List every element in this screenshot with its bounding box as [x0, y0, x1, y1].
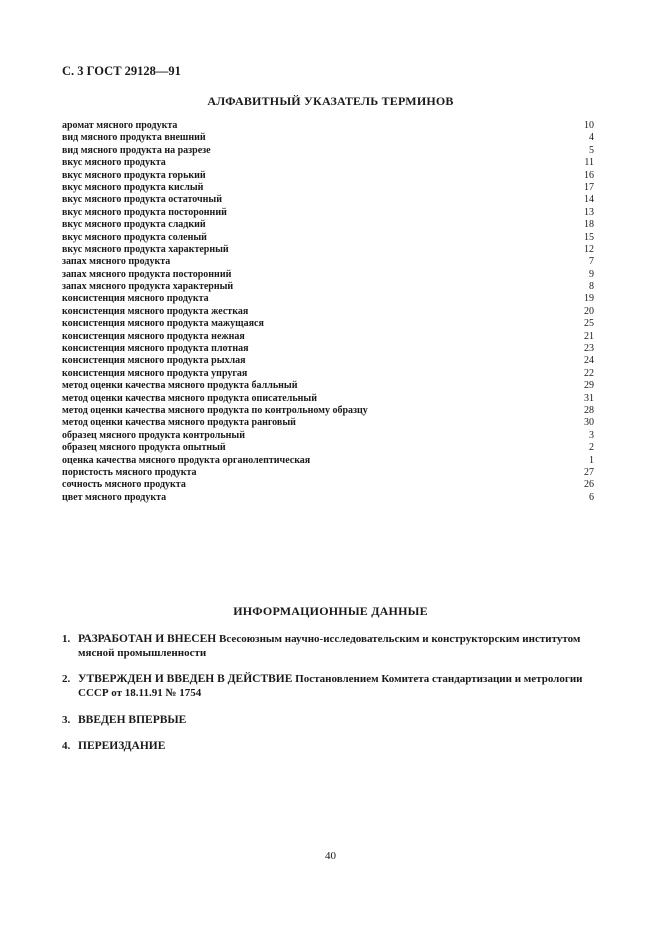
index-term: консистенция мясного продукта мажущаяся	[62, 318, 264, 330]
index-term: консистенция мясного продукта плотная	[62, 343, 249, 355]
index-number: 17	[584, 181, 594, 193]
index-term: запах мясного продукта	[62, 256, 171, 268]
info-item-lead: РАЗРАБОТАН И ВНЕСЕН	[78, 633, 217, 645]
info-item-number: 2.	[62, 673, 71, 685]
index-term: аромат мясного продукта	[62, 120, 178, 131]
index-number: 14	[584, 194, 594, 206]
index-entry	[62, 467, 594, 479]
index-entry	[62, 430, 594, 442]
index-entry	[62, 393, 594, 405]
index-number: 16	[584, 169, 594, 181]
info-item-text: Постановлением Комитета стандартизации и метрологии СССР от 18.11.91 № 1754	[78, 673, 583, 699]
index-entry	[62, 479, 594, 491]
index-entry	[62, 331, 594, 343]
index-number: 24	[584, 355, 594, 367]
index-number: 3	[589, 429, 594, 441]
index-entry	[62, 355, 594, 367]
index-number: 29	[584, 380, 594, 392]
index-number: 15	[584, 231, 594, 243]
index-entry	[62, 182, 594, 194]
index-entry	[62, 132, 594, 144]
index-term: вкус мясного продукта горький	[62, 169, 206, 181]
index-number: 7	[589, 256, 594, 268]
index-entry	[62, 269, 594, 281]
info-title: ИНФОРМАЦИОННЫЕ ДАННЫЕ	[233, 604, 428, 618]
index-entry	[62, 492, 594, 504]
index-term: метод оценки качества мясного продукта балльный	[62, 380, 298, 392]
index-term: консистенция мясного продукта упругая	[62, 367, 248, 379]
index-number: 6	[589, 491, 594, 503]
index-entry	[62, 281, 594, 293]
index-term: метод оценки качества мясного продукта по контрольному образцу	[62, 404, 368, 416]
index-entry	[62, 145, 594, 157]
index-entry	[62, 256, 594, 268]
index-term: образец мясного продукта опытный	[62, 442, 226, 454]
info-list	[62, 632, 607, 753]
index-number: 27	[584, 466, 594, 478]
index-term: цвет мясного продукта	[62, 491, 167, 503]
index-term: консистенция мясного продукта рыхлая	[62, 355, 246, 367]
index-term: вкус мясного продукта характерный	[62, 243, 229, 255]
index-term: консистенция мясного продукта нежная	[62, 330, 245, 342]
info-item	[62, 632, 607, 660]
index-number: 11	[584, 157, 594, 169]
index-entry	[62, 120, 594, 132]
index-entry	[62, 318, 594, 330]
info-item-number: 4.	[62, 740, 71, 752]
info-item	[62, 672, 607, 700]
index-term: вкус мясного продукта соленый	[62, 231, 207, 243]
index-entry	[62, 157, 594, 169]
index-number: 19	[584, 293, 594, 305]
index-term: вкус мясного продукта сладкий	[62, 219, 206, 231]
index-entry	[62, 219, 594, 231]
index-entry	[62, 343, 594, 355]
index-term: вид мясного продукта внешний	[62, 132, 206, 144]
index-number: 30	[584, 417, 594, 429]
index-term: запах мясного продукта характерный	[62, 281, 234, 293]
index-number: 28	[584, 404, 594, 416]
index-entry	[62, 306, 594, 318]
index-number: 26	[584, 479, 594, 491]
index-number: 12	[584, 243, 594, 255]
index-entry	[62, 417, 594, 429]
page-number: 40	[325, 850, 336, 862]
document-header: С. 3 ГОСТ 29128—91	[62, 64, 181, 78]
index-number: 25	[584, 318, 594, 330]
index-number: 4	[589, 132, 594, 144]
index-term: вид мясного продукта на разрезе	[62, 144, 211, 156]
index-number: 21	[584, 330, 594, 342]
index-entry	[62, 244, 594, 256]
index-term: вкус мясного продукта остаточный	[62, 194, 222, 206]
index-entry	[62, 194, 594, 206]
info-item-lead: ВВЕДЕН ВПЕРВЫЕ	[78, 714, 187, 726]
index-number: 8	[589, 281, 594, 293]
index-number: 9	[589, 268, 594, 280]
index-entry	[62, 380, 594, 392]
index-term: вкус мясного продукта	[62, 157, 166, 169]
index-entry	[62, 405, 594, 417]
index-number: 22	[584, 367, 594, 379]
index-entry	[62, 368, 594, 380]
info-item-number: 1.	[62, 633, 71, 645]
index-number: 23	[584, 343, 594, 355]
index-entry	[62, 207, 594, 219]
index-number: 2	[589, 442, 594, 454]
index-term: консистенция мясного продукта	[62, 293, 209, 305]
index-term: вкус мясного продукта кислый	[62, 181, 204, 193]
index-term: консистенция мясного продукта жесткая	[62, 305, 249, 317]
index-term: метод оценки качества мясного продукта описательный	[62, 392, 317, 404]
index-entry	[62, 170, 594, 182]
index-title: АЛФАВИТНЫЙ УКАЗАТЕЛЬ ТЕРМИНОВ	[207, 94, 454, 108]
index-number: 13	[584, 206, 594, 218]
index-number: 20	[584, 305, 594, 317]
index-term: образец мясного продукта контрольный	[62, 429, 245, 441]
info-item-lead: ПЕРЕИЗДАНИЕ	[78, 740, 166, 752]
index-entry	[62, 232, 594, 244]
index-number: 5	[589, 144, 594, 156]
index-entry	[62, 455, 594, 467]
index-number: 10	[584, 120, 594, 131]
index-number: 31	[584, 392, 594, 404]
index-term: пористость мясного продукта	[62, 466, 197, 478]
index-term: запах мясного продукта посторонний	[62, 268, 232, 280]
info-item	[62, 713, 607, 727]
info-item-text: Всесоюзным научно-исследовательским и конструкторским институтом мясной промышленности	[78, 633, 581, 659]
index-entry	[62, 442, 594, 454]
index-number: 18	[584, 219, 594, 231]
index-term: метод оценки качества мясного продукта ранговый	[62, 417, 296, 429]
info-item	[62, 739, 607, 753]
info-item-number: 3.	[62, 714, 71, 726]
info-item-lead: УТВЕРЖДЕН И ВВЕДЕН В ДЕЙСТВИЕ	[78, 673, 293, 685]
index-term: оценка качества мясного продукта органолептическая	[62, 454, 311, 466]
index-term: вкус мясного продукта посторонний	[62, 206, 227, 218]
index-number: 1	[589, 454, 594, 466]
index-term: сочность мясного продукта	[62, 479, 186, 491]
index-entry	[62, 293, 594, 305]
term-index-list	[62, 120, 594, 504]
